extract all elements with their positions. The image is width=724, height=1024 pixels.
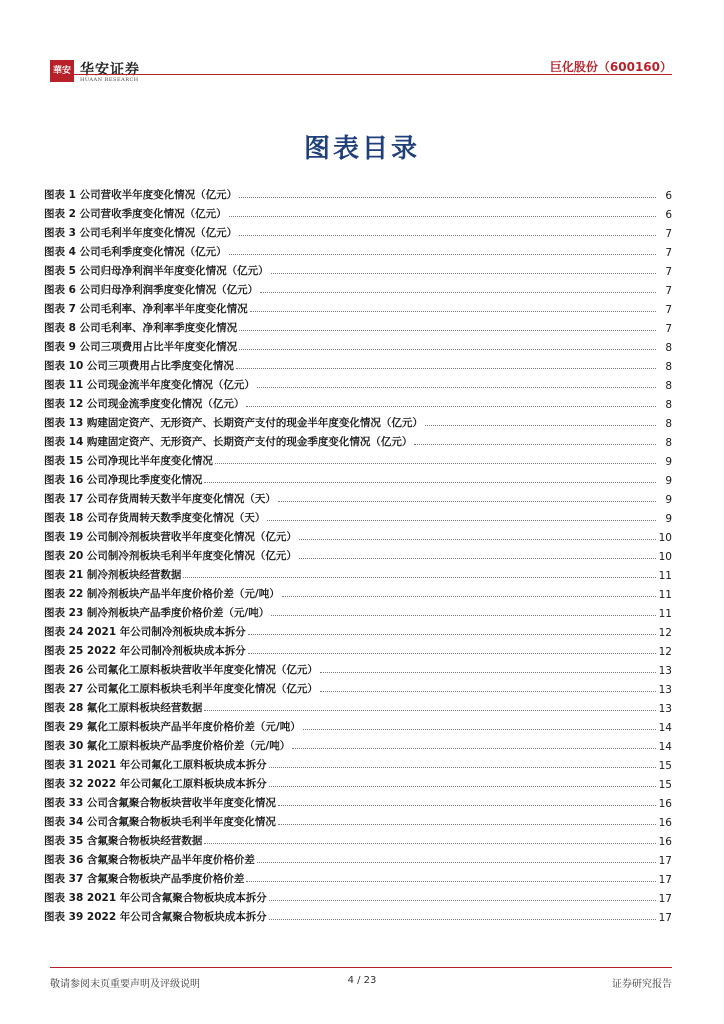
toc-leader-dots: [248, 633, 656, 635]
toc-entry[interactable]: [44, 791, 672, 810]
toc-entry-page: 12: [658, 646, 672, 658]
toc-entry-label[interactable]: 图表 6 公司归母净利润季度变化情况（亿元）: [44, 284, 259, 296]
toc-entry[interactable]: [44, 240, 672, 259]
toc-leader-dots: [257, 386, 656, 388]
toc-entry-page: 6: [665, 190, 672, 202]
toc-leader-dots: [246, 880, 656, 882]
toc-entry-page: 8: [665, 361, 672, 373]
brand-name: 华安证券: [80, 62, 140, 78]
toc-leader-dots: [282, 595, 656, 597]
toc-leader-dots: [278, 823, 656, 825]
toc-entry-label[interactable]: 图表 35 含氟聚合物板块经营数据: [44, 835, 203, 847]
toc-entry-label[interactable]: 图表 25 2022 年公司制冷剂板块成本拆分: [44, 645, 246, 657]
toc-entry-page: 13: [658, 703, 672, 715]
toc-entry-page: 11: [658, 570, 672, 582]
toc-leader-dots: [204, 842, 656, 844]
toc-entry-label[interactable]: 图表 14 购建固定资产、无形资产、长期资产支付的现金季度变化情况（亿元）: [44, 436, 413, 448]
toc-entry-label[interactable]: 图表 12 公司现金流季度变化情况（亿元）: [44, 398, 245, 410]
toc-entry-label[interactable]: 图表 3 公司毛利半年度变化情况（亿元）: [44, 227, 238, 239]
toc-entry[interactable]: [44, 677, 672, 696]
toc-entry-label[interactable]: 图表 33 公司含氟聚合物板块营收半年度变化情况: [44, 797, 276, 809]
toc-leader-dots: [425, 424, 656, 426]
toc-entry-page: 17: [658, 912, 672, 924]
page-title: 图表目录: [303, 134, 420, 164]
stock-title: 巨化股份（600160）: [549, 60, 672, 74]
toc-entry-page: 10: [658, 532, 672, 544]
toc-entry[interactable]: [44, 354, 672, 373]
page-indicator: 4 / 23: [347, 975, 377, 986]
toc-leader-dots: [257, 861, 656, 863]
toc-entry[interactable]: [44, 392, 672, 411]
toc-entry[interactable]: [44, 886, 672, 905]
footer-divider: [50, 967, 672, 968]
toc-entry[interactable]: [44, 297, 672, 316]
toc-entry-label[interactable]: 图表 2 公司营收季度变化情况（亿元）: [44, 208, 227, 220]
toc-entry-label[interactable]: 图表 29 氟化工原料板块产品半年度价格价差（元/吨）: [44, 721, 301, 733]
toc-leader-dots: [239, 329, 656, 331]
toc-entry-label[interactable]: 图表 30 氟化工原料板块产品季度价格价差（元/吨）: [44, 740, 291, 752]
toc-entry-page: 15: [658, 760, 672, 772]
toc-entry-label[interactable]: 图表 38 2021 年公司含氟聚合物板块成本拆分: [44, 892, 267, 904]
toc-entry-page: 9: [665, 494, 672, 506]
brand-subtitle: HUAAN RESEARCH: [80, 77, 139, 83]
toc-entry[interactable]: [44, 411, 672, 430]
toc-entry[interactable]: [44, 202, 672, 221]
toc-entry[interactable]: [44, 487, 672, 506]
toc-entry-label[interactable]: 图表 1 公司营收半年度变化情况（亿元）: [44, 189, 238, 201]
toc-entry[interactable]: [44, 848, 672, 867]
page-header: [0, 0, 724, 83]
toc-entry-page: 11: [658, 589, 672, 601]
toc-entry-page: 7: [665, 304, 672, 316]
toc-leader-dots: [229, 253, 656, 255]
toc-leader-dots: [267, 519, 656, 521]
toc-entry-page: 17: [658, 874, 672, 886]
toc-leader-dots: [278, 804, 656, 806]
toc-entry-page: 9: [665, 475, 672, 487]
toc-leader-dots: [269, 899, 656, 901]
toc-entry-page: 15: [658, 779, 672, 791]
toc-entry[interactable]: [44, 753, 672, 772]
toc-leader-dots: [292, 747, 656, 749]
toc-entry-page: 8: [665, 342, 672, 354]
toc-entry[interactable]: [44, 810, 672, 829]
toc-leader-dots: [260, 291, 656, 293]
toc-entry-label[interactable]: 图表 19 公司制冷剂板块营收半年度变化情况（亿元）: [44, 531, 297, 543]
toc-entry-page: 9: [665, 513, 672, 525]
toc-entry-label[interactable]: 图表 24 2021 年公司制冷剂板块成本拆分: [44, 626, 246, 638]
toc-entry-page: 9: [665, 456, 672, 468]
company-logo: 華安: [50, 60, 74, 82]
toc-leader-dots: [204, 481, 656, 483]
toc-entry[interactable]: [44, 335, 672, 354]
toc-entry-page: 7: [665, 266, 672, 278]
toc-entry-page: 14: [658, 722, 672, 734]
toc-entry[interactable]: [44, 544, 672, 563]
toc-entry-page: 8: [665, 437, 672, 449]
table-of-contents: [44, 183, 672, 924]
toc-entry-page: 7: [665, 323, 672, 335]
header-divider: [50, 74, 672, 75]
toc-entry-label[interactable]: 图表 4 公司毛利季度变化情况（亿元）: [44, 246, 227, 258]
toc-entry-page: 8: [665, 399, 672, 411]
toc-entry-page: 7: [665, 247, 672, 259]
toc-entry-label[interactable]: 图表 5 公司归母净利润半年度变化情况（亿元）: [44, 265, 269, 277]
toc-entry[interactable]: [44, 734, 672, 753]
toc-entry-label[interactable]: 图表 17 公司存货周转天数半年度变化情况（天）: [44, 493, 276, 505]
toc-entry[interactable]: [44, 696, 672, 715]
toc-leader-dots: [239, 196, 656, 198]
toc-entry[interactable]: [44, 867, 672, 886]
toc-entry[interactable]: [44, 525, 672, 544]
toc-entry-label[interactable]: 图表 27 公司氟化工原料板块毛利半年度变化情况（亿元）: [44, 683, 318, 695]
toc-entry-label[interactable]: 图表 11 公司现金流半年度变化情况（亿元）: [44, 379, 255, 391]
toc-entry-label[interactable]: 图表 20 公司制冷剂板块毛利半年度变化情况（亿元）: [44, 550, 297, 562]
toc-entry-page: 12: [658, 627, 672, 639]
toc-entry[interactable]: [44, 316, 672, 335]
toc-entry-label[interactable]: 图表 9 公司三项费用占比半年度变化情况: [44, 341, 238, 353]
toc-entry[interactable]: [44, 601, 672, 620]
toc-leader-dots: [414, 443, 656, 445]
toc-entry[interactable]: [44, 620, 672, 639]
toc-entry-label[interactable]: 图表 18 公司存货周转天数季度变化情况（天）: [44, 512, 266, 524]
toc-entry-label[interactable]: 图表 15 公司净现比半年度变化情况: [44, 455, 213, 467]
toc-entry[interactable]: [44, 715, 672, 734]
toc-entry[interactable]: [44, 373, 672, 392]
toc-entry-label[interactable]: 图表 37 含氟聚合物板块产品季度价格价差: [44, 873, 245, 885]
toc-entry-label[interactable]: 图表 28 氟化工原料板块经营数据: [44, 702, 203, 714]
toc-leader-dots: [250, 310, 656, 312]
toc-leader-dots: [271, 614, 656, 616]
toc-entry-label[interactable]: 图表 26 公司氟化工原料板块营收半年度变化情况（亿元）: [44, 664, 318, 676]
toc-entry[interactable]: [44, 468, 672, 487]
toc-leader-dots: [299, 557, 656, 559]
toc-leader-dots: [271, 272, 656, 274]
toc-entry-label[interactable]: 图表 32 2022 年公司氟化工原料板块成本拆分: [44, 778, 267, 790]
toc-entry-label[interactable]: 图表 23 制冷剂板块产品季度价格价差（元/吨）: [44, 607, 270, 619]
toc-entry-page: 13: [658, 665, 672, 677]
toc-entry-label[interactable]: 图表 21 制冷剂板块经营数据: [44, 569, 182, 581]
toc-entry-label[interactable]: 图表 7 公司毛利率、净利率半年度变化情况: [44, 303, 248, 315]
toc-leader-dots: [183, 576, 656, 578]
toc-leader-dots: [215, 462, 656, 464]
toc-entry-label[interactable]: 图表 10 公司三项费用占比季度变化情况: [44, 360, 234, 372]
toc-entry-page: 17: [658, 893, 672, 905]
toc-entry[interactable]: [44, 658, 672, 677]
toc-entry-page: 16: [658, 798, 672, 810]
toc-leader-dots: [299, 538, 656, 540]
toc-leader-dots: [239, 348, 656, 350]
toc-entry-page: 13: [658, 684, 672, 696]
toc-entry[interactable]: [44, 582, 672, 601]
toc-entry[interactable]: [44, 506, 672, 525]
toc-entry[interactable]: [44, 259, 672, 278]
toc-leader-dots: [204, 709, 656, 711]
toc-entry-page: 14: [658, 741, 672, 753]
toc-entry-label[interactable]: 图表 31 2021 年公司氟化工原料板块成本拆分: [44, 759, 267, 771]
toc-leader-dots: [229, 215, 656, 217]
toc-leader-dots: [278, 500, 656, 502]
document-type: 证券研究报告: [612, 979, 672, 990]
toc-entry-label[interactable]: 图表 16 公司净现比季度变化情况: [44, 474, 203, 486]
toc-leader-dots: [269, 918, 656, 920]
toc-entry-page: 8: [665, 418, 672, 430]
toc-leader-dots: [269, 766, 656, 768]
toc-entry-page: 10: [658, 551, 672, 563]
toc-leader-dots: [248, 652, 656, 654]
toc-entry-page: 7: [665, 285, 672, 297]
toc-entry-label[interactable]: 图表 39 2022 年公司含氟聚合物板块成本拆分: [44, 911, 267, 923]
toc-leader-dots: [236, 367, 656, 369]
toc-entry-label[interactable]: 图表 13 购建固定资产、无形资产、长期资产支付的现金半年度变化情况（亿元）: [44, 417, 423, 429]
toc-entry-page: 11: [658, 608, 672, 620]
toc-leader-dots: [246, 405, 656, 407]
toc-entry[interactable]: [44, 183, 672, 202]
toc-entry[interactable]: [44, 639, 672, 658]
toc-entry-label[interactable]: 图表 36 含氟聚合物板块产品半年度价格价差: [44, 854, 255, 866]
toc-entry-label[interactable]: 图表 8 公司毛利率、净利率季度变化情况: [44, 322, 238, 334]
toc-entry-page: 7: [665, 228, 672, 240]
toc-entry-page: 16: [658, 817, 672, 829]
toc-entry[interactable]: [44, 905, 672, 924]
toc-entry[interactable]: [44, 829, 672, 848]
toc-entry[interactable]: [44, 430, 672, 449]
toc-entry-page: 17: [658, 855, 672, 867]
toc-entry-page: 16: [658, 836, 672, 848]
toc-leader-dots: [303, 728, 656, 730]
footer-disclaimer: 敬请参阅末页重要声明及评级说明: [50, 979, 200, 990]
toc-entry-page: 6: [665, 209, 672, 221]
toc-entry[interactable]: [44, 772, 672, 791]
toc-leader-dots: [320, 671, 656, 673]
toc-entry-page: 8: [665, 380, 672, 392]
toc-entry-label[interactable]: 图表 34 公司含氟聚合物板块毛利半年度变化情况: [44, 816, 276, 828]
toc-entry[interactable]: [44, 221, 672, 240]
toc-entry-label[interactable]: 图表 22 制冷剂板块产品半年度价格价差（元/吨）: [44, 588, 280, 600]
toc-leader-dots: [239, 234, 656, 236]
toc-leader-dots: [269, 785, 656, 787]
toc-entry[interactable]: [44, 278, 672, 297]
toc-leader-dots: [320, 690, 656, 692]
toc-entry[interactable]: [44, 563, 672, 582]
toc-entry[interactable]: [44, 449, 672, 468]
